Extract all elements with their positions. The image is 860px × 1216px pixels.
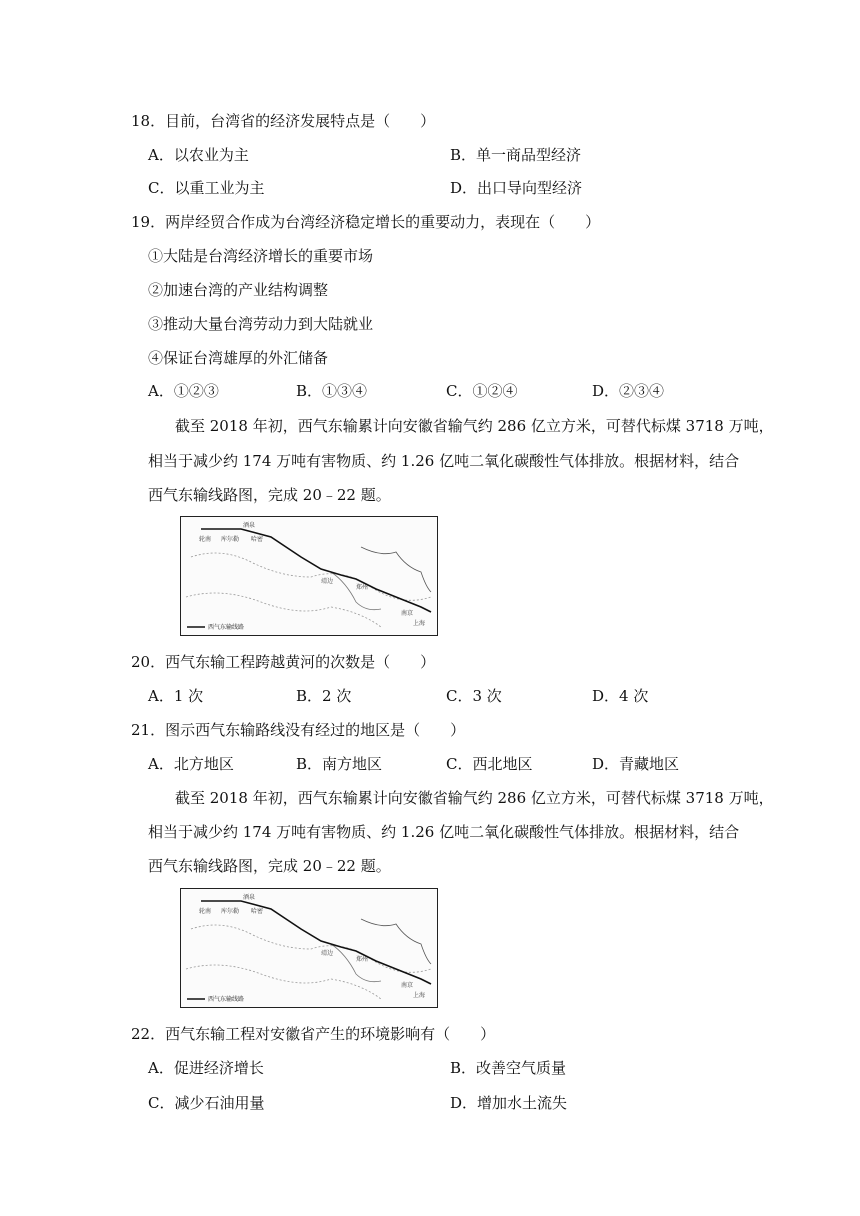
q22-stem: 22．西气东输工程对安徽省产生的环境影响有（ ）: [131, 1025, 496, 1043]
q19-option-c: C．①②④: [446, 382, 518, 400]
svg-text:郑州: 郑州: [356, 956, 369, 963]
q22-option-c: C．减少石油用量: [148, 1094, 265, 1112]
material-line-2-repeat: 相当于减少约 174 万吨有害物质、约 1.26 亿吨二氧化碳酸性气体排放。根据材料，结合: [148, 823, 740, 841]
q19-item-1: ①大陆是台湾经济增长的重要市场: [148, 247, 374, 265]
q19-item-2: ②加速台湾的产业结构调整: [148, 281, 329, 299]
q18-option-d: D．出口导向型经济: [450, 179, 583, 197]
svg-text:哈密: 哈密: [251, 536, 264, 543]
pipeline-map-svg: [181, 517, 437, 635]
q20-option-c: C．3 次: [446, 687, 502, 705]
svg-text:哈密: 哈密: [251, 908, 264, 915]
q18-option-c: C．以重工业为主: [148, 179, 265, 197]
q22-option-a: A．促进经济增长: [148, 1059, 264, 1077]
material-line-3: 西气东输线路图，完成 20﹣22 题。: [148, 486, 391, 504]
q20-option-a: A．1 次: [148, 687, 204, 705]
q19-option-a: A．①②③: [148, 382, 219, 400]
material-line-3-repeat: 西气东输线路图，完成 20﹣22 题。: [148, 857, 391, 875]
pipeline-map-repeat-svg: [181, 889, 437, 1007]
q21-option-d: D．青藏地区: [592, 755, 680, 773]
q21-stem: 21．图示西气东输路线没有经过的地区是（ ）: [131, 721, 466, 739]
q18-stem: 18．目前，台湾省的经济发展特点是（ ）: [131, 112, 436, 130]
svg-text:上海: 上海: [413, 620, 426, 627]
pipeline-map-repeat: [180, 888, 438, 1008]
q20-option-d: D．4 次: [592, 687, 649, 705]
svg-text:库尔勒: 库尔勒: [221, 908, 240, 915]
q19-item-4: ④保证台湾雄厚的外汇储备: [148, 349, 329, 367]
svg-text:酒泉: 酒泉: [243, 522, 256, 529]
map-legend-label-repeat: 西气东输线路: [208, 996, 245, 1003]
material-line-2: 相当于减少约 174 万吨有害物质、约 1.26 亿吨二氧化碳酸性气体排放。根据材料，结合: [148, 452, 740, 470]
q18-option-b: B．单一商品型经济: [450, 146, 582, 164]
q19-stem: 19．两岸经贸合作成为台湾经济稳定增长的重要动力，表现在（ ）: [131, 213, 601, 231]
material-line-1-repeat: 截至 2018 年初，西气东输累计向安徽省输气约 286 亿立方米，可替代标煤 3718 万吨，: [175, 789, 774, 807]
material-line-1: 截至 2018 年初，西气东输累计向安徽省输气约 286 亿立方米，可替代标煤 3718 万吨，: [175, 417, 774, 435]
svg-text:轮南: 轮南: [199, 536, 212, 543]
q19-option-b: B．①③④: [296, 382, 368, 400]
q22-option-b: B．改善空气质量: [450, 1059, 567, 1077]
q18-option-a: A．以农业为主: [148, 146, 249, 164]
svg-text:郑州: 郑州: [356, 584, 369, 591]
svg-text:靖边: 靖边: [321, 950, 334, 957]
q22-option-d: D．增加水土流失: [450, 1094, 568, 1112]
q21-option-a: A．北方地区: [148, 755, 234, 773]
svg-text:靖边: 靖边: [321, 578, 334, 585]
q21-option-b: B．南方地区: [296, 755, 383, 773]
svg-text:上海: 上海: [413, 992, 426, 999]
q21-option-c: C．西北地区: [446, 755, 533, 773]
q20-option-b: B．2 次: [296, 687, 352, 705]
svg-text:南京: 南京: [401, 982, 414, 989]
svg-text:库尔勒: 库尔勒: [221, 536, 240, 543]
svg-text:轮南: 轮南: [199, 908, 212, 915]
svg-text:南京: 南京: [401, 610, 414, 617]
q20-stem: 20．西气东输工程跨越黄河的次数是（ ）: [131, 653, 436, 671]
q19-item-3: ③推动大量台湾劳动力到大陆就业: [148, 315, 374, 333]
q19-option-d: D．②③④: [592, 382, 665, 400]
svg-text:酒泉: 酒泉: [243, 894, 256, 901]
pipeline-map: [180, 516, 438, 636]
map-legend-label: 西气东输线路: [208, 624, 245, 631]
